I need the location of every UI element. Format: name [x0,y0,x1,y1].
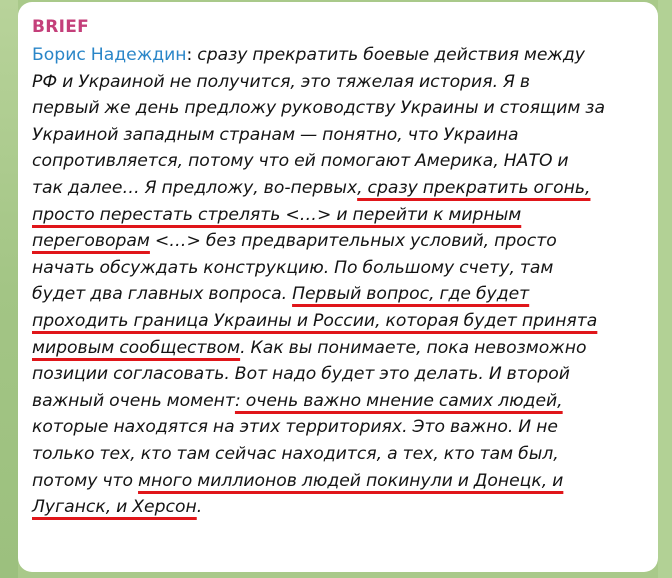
text-fragment: которые находятся на этих территориях. Это важно. И не только тех, кто там сейчас находится, а тех, кто там был, потому что [32,417,559,491]
message-bubble [18,2,658,572]
speaker-name: Борис Надеждин [32,45,187,65]
text-fragment: . [196,497,203,518]
speaker-separator: : [186,45,198,65]
chat-scroll-area[interactable] [658,0,672,578]
underlined-fragment: , сразу прекратить огонь, просто перестать стрелять <…> и перейти к мирным переговорам [32,177,591,252]
text-fragment: <…> без предварительных условий, просто начать обсуждать конструкцию. По большому счету, там будет два главных вопроса. [32,231,557,305]
text-fragment: сразу прекратить боевые действия между РФ и Украиной не получится, это тяжелая история. Я в первый же день предложу руководству Украины и стоящим за Украиной западным странам — понятно, что Украина сопротивляется, потому что ей помогают Америка, НАТО и так далее… Я предложу, во-первых [32,45,605,198]
underlined-fragment: много миллионов людей покинули и Донецк, и Луганск, и Херсон [32,470,564,518]
quote-text [32,45,605,517]
message-text [32,42,644,521]
channel-name[interactable]: BRIEF [32,17,90,37]
text-fragment: . Как вы понимаете, пока невозможно позиции согласовать. Вот надо будет это делать. И второй важный очень момент [32,337,587,411]
chat-background [0,0,18,578]
underlined-fragment: : очень важно мнение самих людей, [234,390,563,411]
underlined-fragment: Первый вопрос, где будет проходить граница Украины и России, которая будет принята мировым сообществом [32,284,598,358]
